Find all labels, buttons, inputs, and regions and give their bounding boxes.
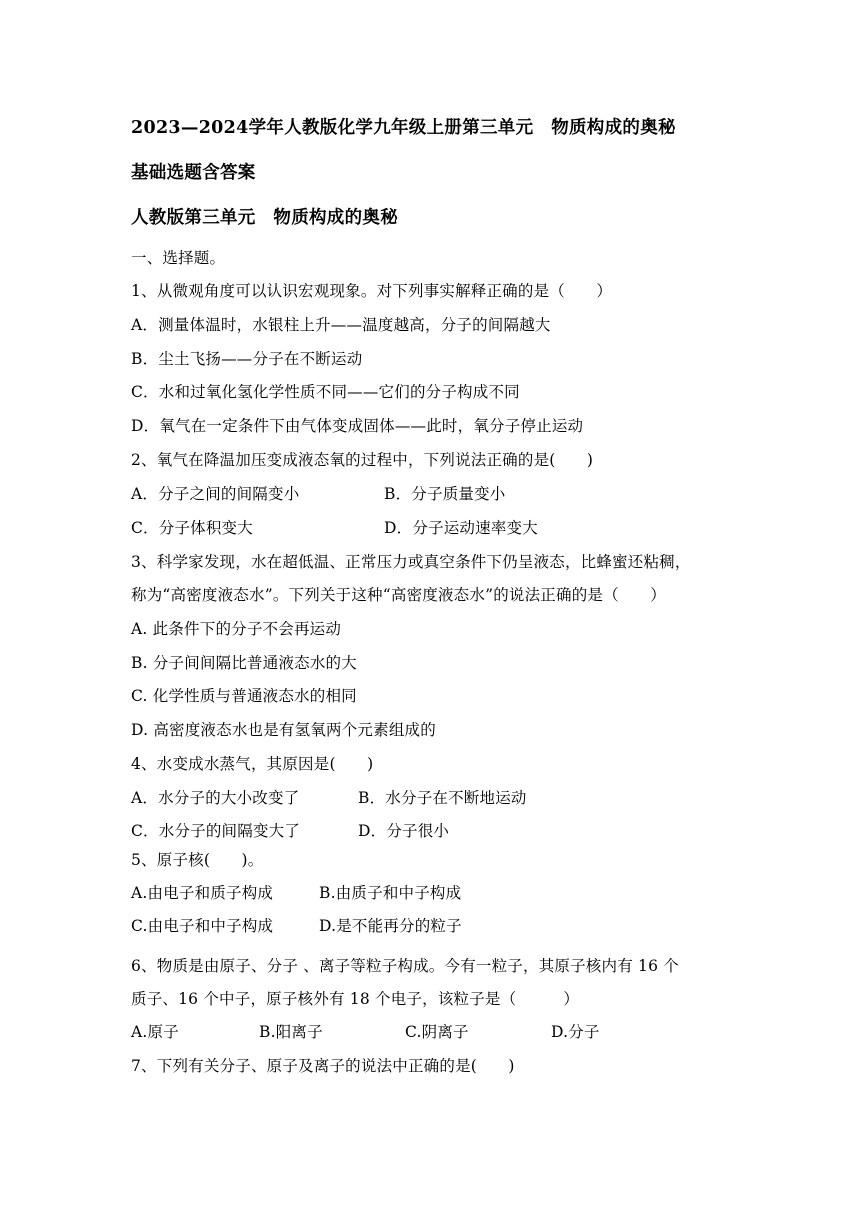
question-6-option-b: B.阳离子: [259, 1023, 323, 1041]
question-6-option-c: C.阴离子: [405, 1023, 469, 1041]
question-5-options-row2: [131, 916, 462, 936]
document-title-line2: 基础选题含答案: [131, 163, 256, 183]
question-6-options-row: [131, 1022, 600, 1042]
section-heading: 一、选择题。: [131, 249, 226, 267]
document-title-line1: 2023—2024学年人教版化学九年级上册第三单元 物质构成的奥秘: [131, 118, 676, 138]
question-5-option-b: B.由质子和中子构成: [319, 884, 462, 902]
question-5-option-c: C.由电子和中子构成: [131, 917, 274, 935]
section-subtitle: 人教版第三单元 物质构成的奥秘: [131, 208, 398, 228]
question-3-option-a: A. 此条件下的分子不会再运动: [131, 620, 342, 638]
question-6-stem-line1: 6、物质是由原子、分子 、离子等粒子构成。今有一粒子，其原子核内有 16 个: [131, 957, 679, 975]
question-3-option-c: C. 化学性质与普通液态水的相同: [131, 687, 357, 705]
question-4-option-a: A．水分子的大小改变了: [131, 789, 300, 807]
question-6-option-d: D.分子: [551, 1023, 600, 1041]
question-2-option-b: B．分子质量变小: [384, 485, 506, 503]
question-2-option-c: C．分子体积变大: [131, 519, 253, 537]
question-1-option-c: C．水和过氧化氢化学性质不同——它们的分子构成不同: [131, 383, 520, 401]
question-4-options-row1: [131, 788, 527, 808]
question-5-option-d: D.是不能再分的粒子: [319, 917, 462, 935]
question-3-option-b: B. 分子间间隔比普通液态水的大: [131, 654, 357, 672]
question-5-stem: 5、原子核( )。: [131, 851, 264, 869]
question-4-options-row2: [131, 821, 450, 841]
question-4-option-d: D．分子很小: [358, 822, 450, 840]
question-4-stem: 4、水变成水蒸气，其原因是( ): [131, 755, 374, 773]
question-4-option-c: C．水分子的间隔变大了: [131, 822, 301, 840]
question-2-stem: 2、氧气在降温加压变成液态氧的过程中，下列说法正确的是( ): [131, 451, 594, 469]
question-5-option-a: A.由电子和质子构成: [131, 884, 274, 902]
question-3-option-d: D. 高密度液态水也是有氢氧两个元素组成的: [131, 721, 436, 739]
question-5-options-row1: [131, 883, 462, 903]
question-1-stem: 1、从微观角度可以认识宏观现象。对下列事实解释正确的是（ ）: [131, 282, 613, 300]
question-2-option-d: D．分子运动速率变大: [384, 519, 538, 537]
question-4-option-b: B．水分子在不断地运动: [358, 789, 527, 807]
question-1-option-d: D．氧气在一定条件下由气体变成固体——此时，氧分子停止运动: [131, 417, 584, 435]
question-1-option-a: A．测量体温时，水银柱上升——温度越高，分子的间隔越大: [131, 316, 551, 334]
question-3-stem-line2: 称为“高密度液态水”。下列关于这种“高密度液态水”的说法正确的是（ ）: [131, 586, 666, 604]
question-2-option-a: A．分子之间的间隔变小: [131, 485, 300, 503]
question-6-stem-line2: 质子、16 个中子，原子核外有 18 个电子，该粒子是（ ）: [131, 990, 580, 1008]
question-3-stem-line1: 3、科学家发现，水在超低温、正常压力或真空条件下仍呈液态，比蜂蜜还粘稠，: [131, 553, 691, 571]
question-7-stem: 7、下列有关分子、原子及离子的说法中正确的是( ): [131, 1057, 515, 1075]
question-2-options-row2: [131, 518, 538, 538]
question-6-option-a: A.原子: [131, 1023, 179, 1041]
question-1-option-b: B．尘土飞扬——分子在不断运动: [131, 350, 363, 368]
question-2-options-row1: [131, 484, 506, 504]
